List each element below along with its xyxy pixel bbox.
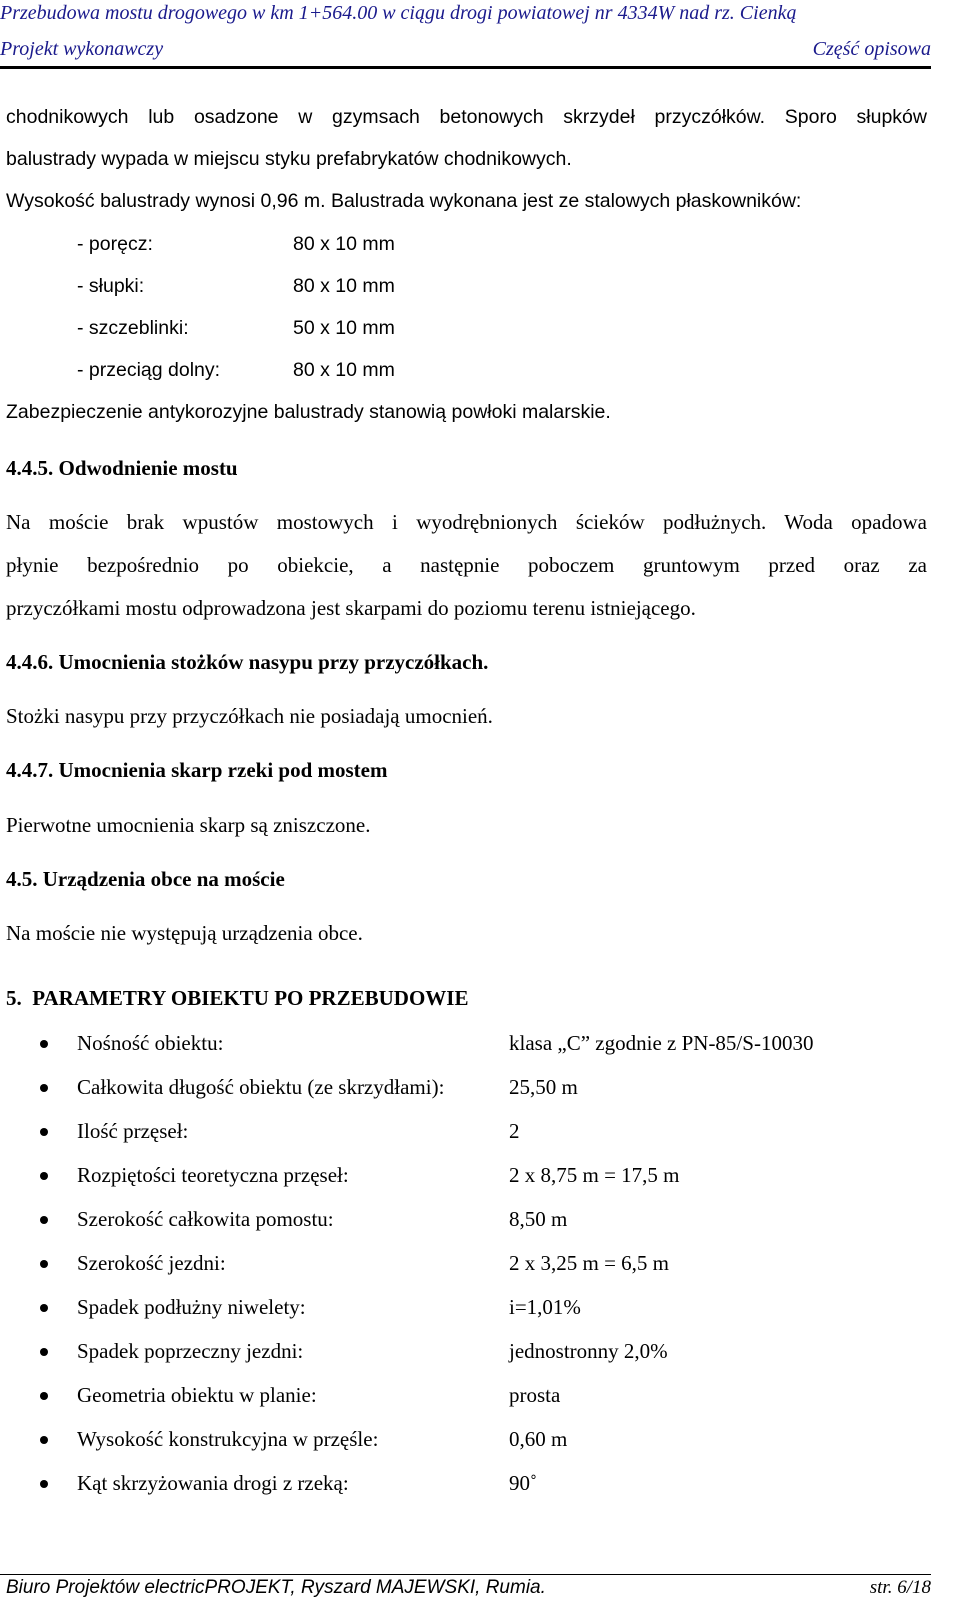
intro-line-3: Wysokość balustrady wynosi 0,96 m. Balustrada wykonana jest ze stalowych płaskowników: [6,190,802,212]
bullet-icon [40,1304,48,1312]
parameter-value: klasa „C” zgodnie z PN-85/S-10030 [509,1031,814,1055]
document-title: Przebudowa mostu drogowego w km 1+564.00 w ciągu drogi powiatowej nr 4334W nad rz. Cienką [0,2,797,24]
bullet-icon [40,1172,48,1180]
section-heading: 4.4.5. Odwodnienie mostu [6,456,238,480]
railing-dim-value: 80 x 10 mm [293,359,395,381]
railing-dim-value: 80 x 10 mm [293,233,395,255]
intro-line-1: chodnikowych lub osadzone w gzymsach betonowych skrzydeł przyczółków. Sporo słupków [6,106,927,128]
parameter-label: Rozpiętości teoretyczna przęseł: [77,1163,349,1187]
paragraph-line: Pierwotne umocnienia skarp są zniszczone. [6,813,371,837]
parameter-label: Ilość przęseł: [77,1119,189,1143]
intro-line-2: balustrady wypada w miejscu styku prefabrykatów chodnikowych. [6,148,572,170]
parameter-label: Geometria obiektu w planie: [77,1383,317,1407]
paragraph-line: przyczółkami mostu odprowadzona jest skarpami do poziomu terenu istniejącego. [6,596,696,620]
railing-dim-label: - poręcz: [77,233,153,255]
parameter-label: Spadek podłużny niwelety: [77,1295,306,1319]
section-heading: 4.5. Urządzenia obce na moście [6,867,285,891]
bullet-icon [40,1260,48,1268]
corrosion-note: Zabezpieczenie antykorozyjne balustrady stanowią powłoki malarskie. [6,401,611,423]
section-heading: 4.4.7. Umocnienia skarp rzeki pod mostem [6,758,388,782]
railing-dim-value: 80 x 10 mm [293,275,395,297]
chapter-heading: 5. PARAMETRY OBIEKTU PO PRZEBUDOWIE [6,986,469,1010]
header-right: Część opisowa [812,38,931,60]
paragraph-line: Na moście brak wpustów mostowych i wyodrębnionych ścieków podłużnych. Woda opadowa [6,510,927,534]
parameter-value: prosta [509,1383,561,1407]
parameter-value: jednostronny 2,0% [509,1339,668,1363]
footer-divider [0,1574,931,1575]
parameter-label: Nośność obiektu: [77,1031,224,1055]
bullet-icon [40,1348,48,1356]
bullet-icon [40,1084,48,1092]
paragraph-line: Stożki nasypu przy przyczółkach nie posiadają umocnień. [6,704,493,728]
bullet-icon [40,1040,48,1048]
header-left: Projekt wykonawczy [0,38,164,60]
parameter-value: 90˚ [509,1471,537,1495]
railing-dim-value: 50 x 10 mm [293,317,395,339]
parameter-label: Wysokość konstrukcyjna w przęśle: [77,1427,379,1451]
parameter-label: Całkowita długość obiektu (ze skrzydłami): [77,1075,445,1099]
bullet-icon [40,1436,48,1444]
parameter-value: 8,50 m [509,1207,568,1231]
section-heading: 4.4.6. Umocnienia stożków nasypu przy przyczółkach. [6,650,489,674]
parameter-value: 2 x 8,75 m = 17,5 m [509,1163,680,1187]
header-divider [0,66,931,69]
bullet-icon [40,1128,48,1136]
bullet-icon [40,1216,48,1224]
bullet-icon [40,1392,48,1400]
railing-dim-label: - słupki: [77,275,145,297]
parameter-value: 2 x 3,25 m = 6,5 m [509,1251,670,1275]
parameter-value: 25,50 m [509,1075,578,1099]
railing-dim-label: - szczeblinki: [77,317,189,339]
paragraph-line: płynie bezpośrednio po obiekcie, a następnie poboczem gruntowym przed oraz za [6,553,927,577]
parameter-value: 2 [509,1119,520,1143]
footer-company: Biuro Projektów electricPROJEKT, Ryszard MAJEWSKI, Rumia. [6,1577,546,1598]
parameter-label: Spadek poprzeczny jezdni: [77,1339,304,1363]
parameter-value: 0,60 m [509,1427,568,1451]
parameter-value: i=1,01% [509,1295,581,1319]
header-row [0,38,931,61]
railing-dim-label: - przeciąg dolny: [77,359,221,381]
parameter-label: Szerokość jezdni: [77,1251,226,1275]
parameter-label: Szerokość całkowita pomostu: [77,1207,334,1231]
paragraph-line: Na moście nie występują urządzenia obce. [6,921,363,945]
parameter-label: Kąt skrzyżowania drogi z rzeką: [77,1471,349,1495]
bullet-icon [40,1480,48,1488]
page-number: str. 6/18 [869,1577,931,1598]
